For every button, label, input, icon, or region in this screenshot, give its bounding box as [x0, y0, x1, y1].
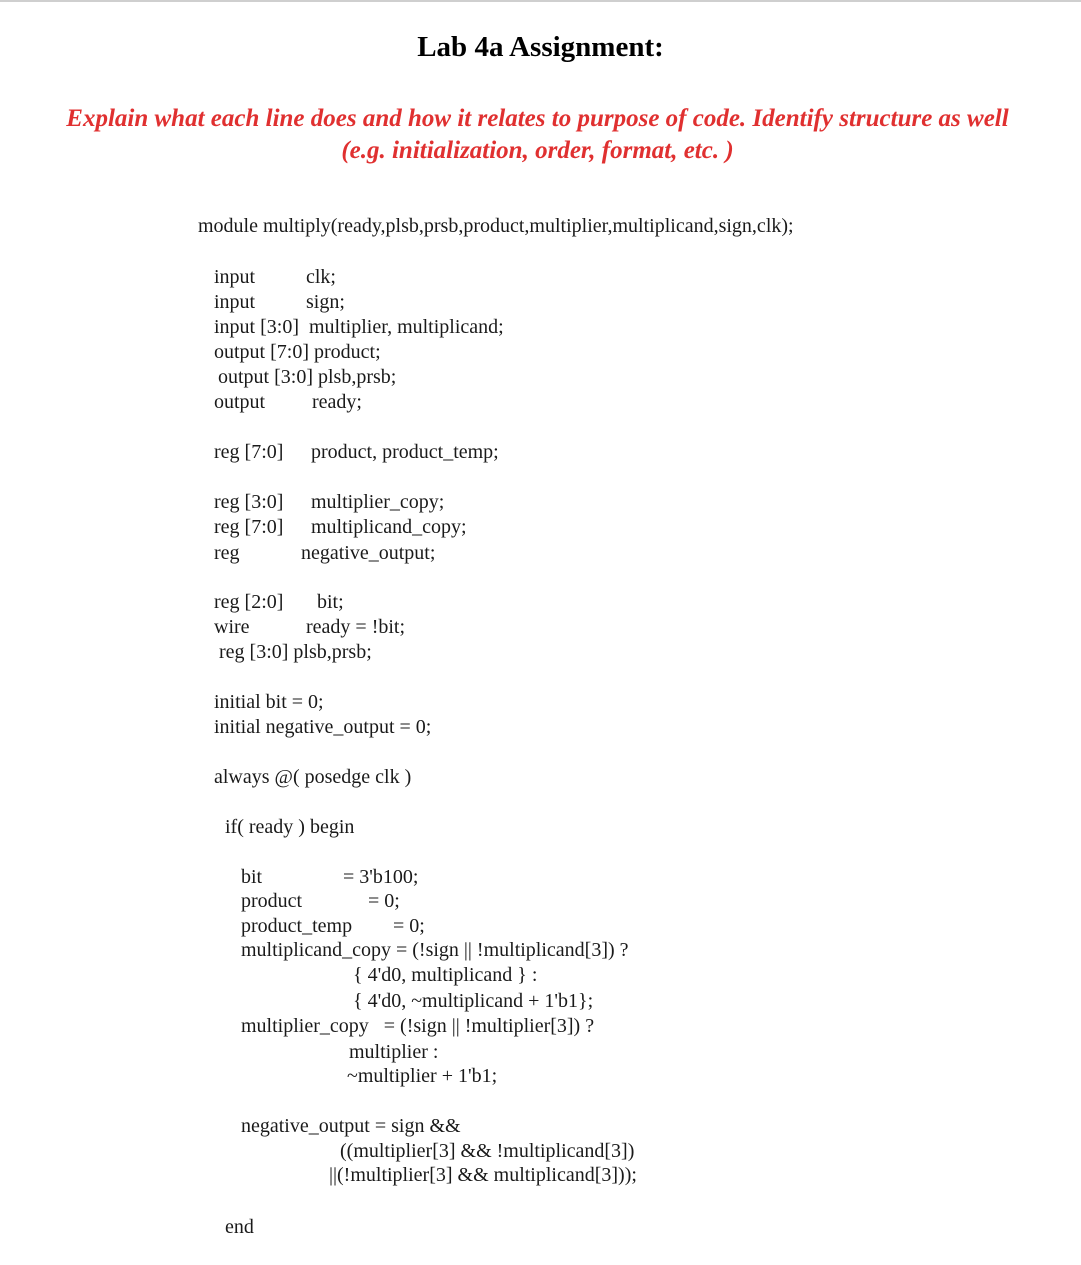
multiplier-true-branch: multiplier : [349, 1041, 439, 1063]
input-keyword: input [214, 291, 256, 313]
wire-keyword: wire [214, 616, 250, 638]
assign-multiplicand-copy: multiplicand_copy = (!sign || !multiplicand[3]) ? [241, 939, 629, 961]
if-ready-begin: if( ready ) begin [225, 816, 355, 838]
assignment-instructions: Explain what each line does and how it relates to purpose of code. Identify structure as well (e.g. initialization, order, format, etc. ) [66, 105, 1009, 164]
reg-keyword: reg [2:0] [214, 591, 284, 613]
reg-keyword: reg [214, 542, 240, 564]
reg-bit: bit; [317, 591, 344, 613]
assign-product-lhs: product [241, 890, 303, 912]
reg-keyword: reg [7:0] [214, 516, 284, 538]
wire-ready: ready = !bit; [306, 616, 406, 638]
reg-product: product, product_temp; [311, 441, 499, 463]
assign-product-temp-lhs: product_temp [241, 915, 353, 937]
output-keyword: output [214, 391, 266, 413]
output-product: output [7:0] product; [214, 341, 381, 363]
output-ready: ready; [312, 391, 362, 413]
assign-negative-output: negative_output = sign && [241, 1115, 461, 1137]
reg-negative-output: negative_output; [301, 542, 436, 564]
top-border [0, 0, 1081, 2]
negative-output-term-1: ((multiplier[3] && !multiplicand[3]) [340, 1140, 635, 1162]
reg-keyword: reg [3:0] [214, 491, 284, 513]
reg-multiplier-copy: multiplier_copy; [311, 491, 445, 513]
assign-product-temp-rhs: = 0; [393, 915, 425, 937]
multiplier-false-branch: ~multiplier + 1'b1; [347, 1065, 498, 1087]
multiplicand-false-branch: { 4'd0, ~multiplicand + 1'b1}; [353, 990, 594, 1012]
input-sign: sign; [306, 291, 345, 313]
always-block: always @( posedge clk ) [214, 766, 412, 788]
assign-multiplier-copy: multiplier_copy = (!sign || !multiplier[3]) ? [241, 1015, 595, 1037]
reg-plsb-prsb: reg [3:0] plsb,prsb; [219, 641, 372, 663]
assign-bit-lhs: bit [241, 866, 263, 888]
initial-bit: initial bit = 0; [214, 691, 324, 713]
input-multiplier-multiplicand: input [3:0] multiplier, multiplicand; [214, 316, 504, 338]
page-title: Lab 4a Assignment: [417, 31, 664, 63]
initial-negative-output: initial negative_output = 0; [214, 716, 432, 738]
reg-keyword: reg [7:0] [214, 441, 284, 463]
assign-product-rhs: = 0; [368, 890, 400, 912]
input-clk: clk; [306, 266, 336, 288]
end-keyword: end [225, 1216, 254, 1238]
negative-output-term-2: ||(!multiplier[3] && multiplicand[3])); [329, 1164, 637, 1186]
output-plsb-prsb: output [3:0] plsb,prsb; [218, 366, 397, 388]
input-keyword: input [214, 266, 256, 288]
multiplicand-true-branch: { 4'd0, multiplicand } : [353, 964, 538, 986]
assign-bit-rhs: = 3'b100; [343, 866, 419, 888]
module-declaration: module multiply(ready,plsb,prsb,product,multiplier,multiplicand,sign,clk); [198, 215, 794, 237]
reg-multiplicand-copy: multiplicand_copy; [311, 516, 467, 538]
